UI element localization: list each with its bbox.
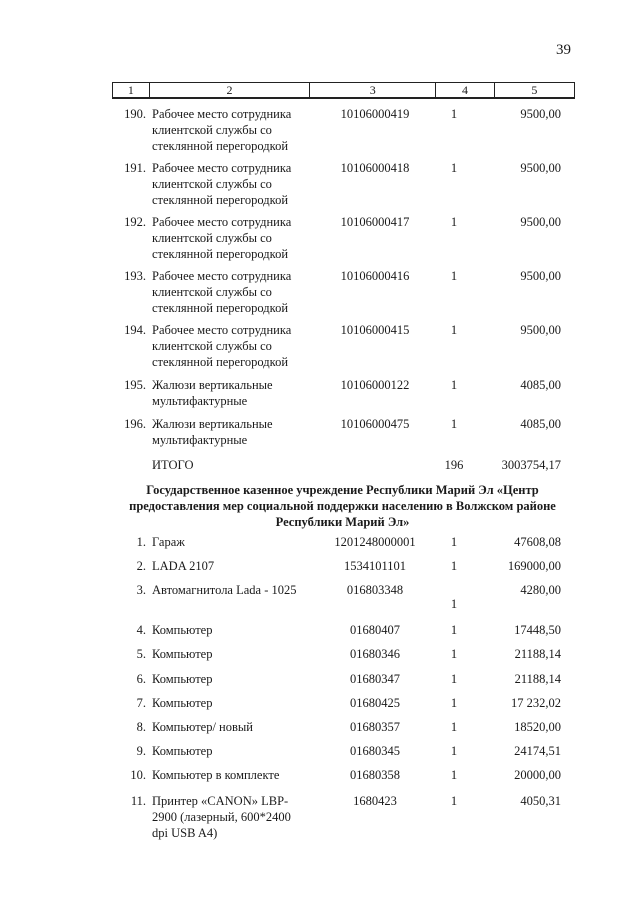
price: 20000,00 [514,768,561,782]
inventory-code: 10106000475 [340,417,410,431]
quantity: 1 [450,768,458,782]
item-name: Жалюзи вертикальные мультифактурные [152,417,273,447]
quantity: 1 [450,378,458,392]
row-number: 195. [124,378,146,392]
row-number: 2. [136,559,146,573]
item-name: Гараж [152,535,185,549]
row-number: 193. [124,269,146,283]
header-col-5: 5 [531,83,538,97]
header-col-3: 3 [310,83,436,97]
item-name: Компьютер в комплекте [152,768,280,782]
total-label: ИТОГО [152,458,194,472]
price: 17 232,02 [511,696,561,710]
price: 169000,00 [507,559,561,573]
inventory-code: 10106000417 [340,215,410,229]
price: 24174,51 [514,744,561,758]
quantity: 1 [450,597,458,611]
price: 18520,00 [514,720,561,734]
inventory-code: 10106000415 [340,323,410,337]
price: 9500,00 [520,161,561,175]
row-number: 192. [124,215,146,229]
inventory-code: 1201248000001 [334,535,416,549]
price: 4050,31 [520,794,561,808]
item-name: Автомагнитола Lada - 1025 [152,583,297,597]
inventory-code: 01680357 [350,720,400,734]
quantity: 1 [450,161,458,175]
quantity: 1 [450,696,458,710]
header-col-1: 1 [113,83,150,97]
quantity: 1 [450,744,458,758]
section-title: Государственное казенное учреждение Республики Марий Эл «Центр предоставления мер социальной поддержки населению в Волжском районе Республики Марий Эл» [129,483,556,529]
price: 4280,00 [520,583,561,597]
row-number: 6. [136,672,146,686]
quantity: 1 [450,417,458,431]
item-name: Рабочее место сотрудника клиентской службы со стеклянной перегородкой [152,323,292,369]
inventory-code: 1534101101 [343,559,407,573]
item-name: LADA 2107 [152,559,215,573]
row-number: 3. [136,583,146,597]
table-header [112,82,575,99]
item-name: Компьютер [152,744,213,758]
total-sum: 3003754,17 [501,458,561,472]
row-number: 190. [124,107,146,121]
price: 4085,00 [520,417,561,431]
item-name: Рабочее место сотрудника клиентской службы со стеклянной перегородкой [152,107,292,153]
row-number: 191. [124,161,146,175]
price: 4085,00 [520,378,561,392]
price: 9500,00 [520,107,561,121]
quantity: 1 [450,623,458,637]
row-number: 7. [136,696,146,710]
inventory-code: 01680347 [350,672,400,686]
quantity: 1 [450,647,458,661]
quantity: 1 [450,107,458,121]
item-name: Рабочее место сотрудника клиентской службы со стеклянной перегородкой [152,269,292,315]
item-name: Рабочее место сотрудника клиентской службы со стеклянной перегородкой [152,215,292,261]
row-number: 11. [130,794,146,808]
quantity: 1 [450,794,458,808]
item-name: Жалюзи вертикальные мультифактурные [152,378,273,408]
price: 9500,00 [520,269,561,283]
item-name: Принтер «CANON» LBP-2900 (лазерный, 600*2400 dpi USB A4) [152,794,291,840]
price: 21188,14 [514,672,561,686]
item-name: Компьютер [152,647,213,661]
row-number: 5. [136,647,146,661]
inventory-code: 10106000418 [340,161,410,175]
inventory-code: 01680425 [350,696,400,710]
quantity: 1 [450,535,458,549]
quantity: 1 [450,720,458,734]
header-col-4: 4 [436,83,495,97]
price: 17448,50 [514,623,561,637]
row-number: 8. [136,720,146,734]
price: 21188,14 [514,647,561,661]
item-name: Компьютер/ новый [152,720,253,734]
quantity: 1 [450,323,458,337]
inventory-code: 1680423 [353,794,397,808]
price: 9500,00 [520,215,561,229]
item-name: Компьютер [152,672,213,686]
header-col-2: 2 [150,83,311,97]
row-number: 4. [136,623,146,637]
item-name: Компьютер [152,623,213,637]
total-quantity: 196 [444,458,464,472]
inventory-code: 01680407 [350,623,400,637]
inventory-code: 01680358 [350,768,400,782]
row-number: 196. [124,417,146,431]
row-number: 10. [130,768,146,782]
quantity: 1 [450,559,458,573]
price: 47608,08 [514,535,561,549]
item-name: Компьютер [152,696,213,710]
inventory-code: 01680345 [350,744,400,758]
inventory-code: 10106000416 [340,269,410,283]
quantity: 1 [450,269,458,283]
page-number: 39 [556,42,571,58]
item-name: Рабочее место сотрудника клиентской службы со стеклянной перегородкой [152,161,292,207]
row-number: 1. [136,535,146,549]
quantity: 1 [450,215,458,229]
inventory-code: 10106000122 [340,378,410,392]
inventory-code: 10106000419 [340,107,410,121]
price: 9500,00 [520,323,561,337]
quantity: 1 [450,672,458,686]
inventory-code: 01680346 [350,647,400,661]
row-number: 194. [124,323,146,337]
row-number: 9. [136,744,146,758]
inventory-code: 016803348 [346,583,404,597]
